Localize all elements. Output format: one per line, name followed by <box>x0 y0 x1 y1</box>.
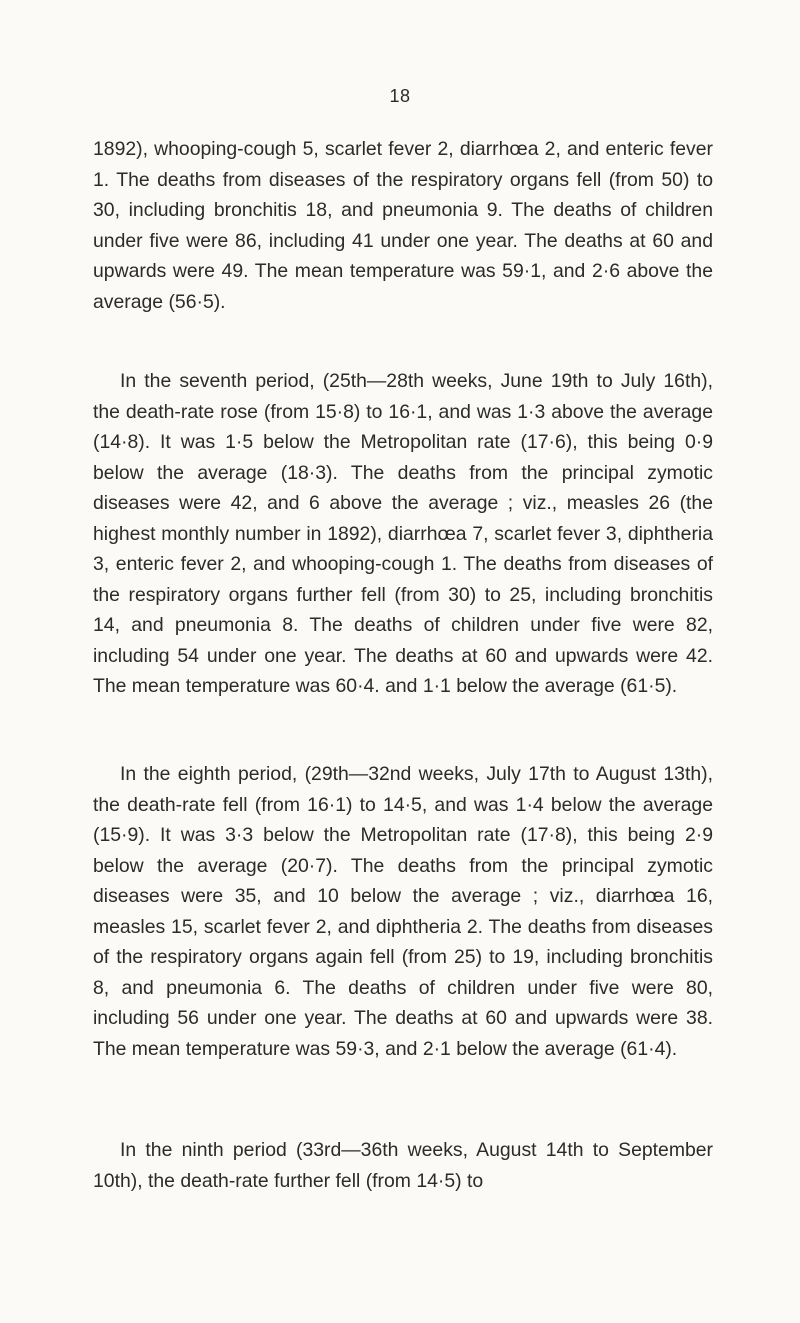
paragraph-2: In the seventh period, (25th—28th weeks, June 19th to July 16th), the death-rate rose (from 15·8) to 16·1, and was 1·3 above the average (14·8). It was 1·5 below the Metropolitan rate (17·6), this being 0·9 below the average (18·3). The deaths from the principal zymotic diseases were 42, and 6 above the average ; viz., measles 26 (the highest monthly number in 1892), diarrhœa 7, scarlet fever 3, diphtheria 3, enteric fever 2, and whooping-cough 1. The deaths from diseases of the respiratory organs further fell (from 30) to 25, including bronchitis 14, and pneumonia 8. The deaths of children under five were 82, including 54 under one year. The deaths at 60 and upwards were 42. The mean temperature was 60·4. and 1·1 below the average (61·5). <box>93 370 713 697</box>
paragraph-3: In the eighth period, (29th—32nd weeks, July 17th to August 13th), the death-rate fell (from 16·1) to 14·5, and was 1·4 below the average (15·9). It was 3·3 below the Metropolitan rate (17·8), this being 2·9 below the average (20·7). The deaths from the principal zymotic diseases were 35, and 10 below the average ; viz., diarrhœa 16, measles 15, scarlet fever 2, and diphtheria 2. The deaths from diseases of the respiratory organs again fell (from 25) to 19, including bronchitis 8, and pneumonia 6. The deaths of children under five were 80, including 56 under one year. The deaths at 60 and upwards were 38. The mean temperature was 59·3, and 2·1 below the average (61·4). <box>93 763 713 1060</box>
paragraph-1: 1892), whooping-cough 5, scarlet fever 2, diarrhœa 2, and enteric fever 1. The deaths from diseases of the respiratory organs fell (from 50) to 30, including bronchitis 18, and pneumonia 9. The deaths of children under five were 86, including 41 under one year. The deaths at 60 and upwards were 49. The mean temperature was 59·1, and 2·6 above the average (56·5). <box>93 138 713 313</box>
page-number: 18 <box>389 86 411 106</box>
paragraph-4: In the ninth period (33rd—36th weeks, August 14th to September 10th), the death-rate further fell (from 14·5) to <box>93 1139 713 1192</box>
